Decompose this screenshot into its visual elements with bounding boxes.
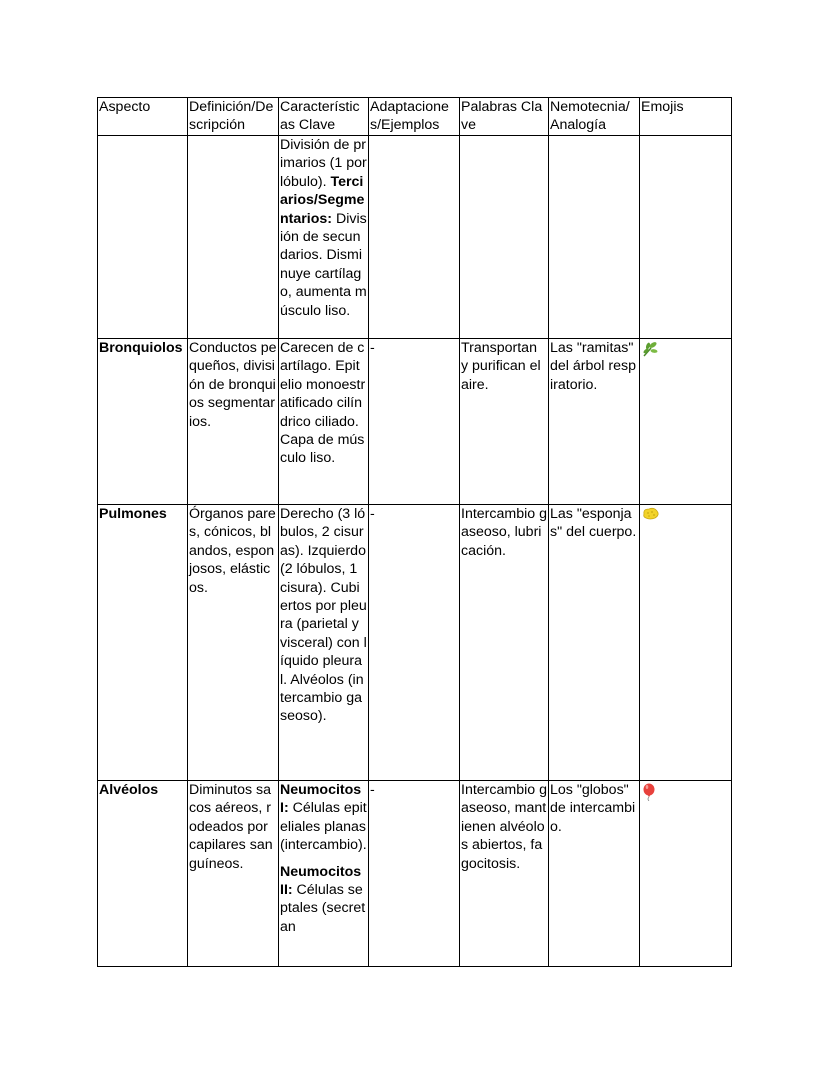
emoji-cell-alveolos xyxy=(640,781,732,967)
adaptaciones-pulmones: - xyxy=(369,505,460,781)
header-definicion: Definición/Descripción xyxy=(188,98,279,136)
cell-nemotecnia xyxy=(549,136,640,339)
terciarios-label: Terciarios/Segmentarios: xyxy=(280,173,365,227)
cell-definicion xyxy=(188,136,279,339)
cell-palabras xyxy=(460,136,549,339)
cell-aspecto xyxy=(98,136,188,339)
palabras-alveolos: Intercambio gaseoso, mantienen alvéolos abiertos, fagocitosis. xyxy=(460,781,549,967)
palabras-bronquiolos: Transportan y purifican el aire. xyxy=(460,339,549,505)
caracteristicas-pulmones: Derecho (3 lóbulos, 2 cisuras). Izquierdo (2 lóbulos, 1 cisura). Cubiertos por pleura (parietal y visceral) con líquido pleural. Alvéolos (intercambio gaseoso). xyxy=(279,505,369,781)
header-palabras: Palabras Clave xyxy=(460,98,549,136)
table-row xyxy=(98,505,732,781)
table-row xyxy=(98,136,732,339)
palabras-pulmones: Intercambio gaseoso, lubricación. xyxy=(460,505,549,781)
herb-icon xyxy=(642,341,659,357)
table-header-row xyxy=(98,98,732,136)
neumocitos-2-text: Células septales (secretan xyxy=(280,882,366,935)
cont-caracteristicas-text: División de primarios (1 por lóbulo). xyxy=(280,137,367,190)
aspecto-pulmones: Pulmones xyxy=(98,505,188,781)
terciarios-text: División de secundarios. Disminuye cartílago, aumenta músculo liso. xyxy=(280,210,367,319)
balloon-icon xyxy=(642,783,656,801)
neumocitos-2-label: Neumocitos II: xyxy=(280,863,362,899)
table-row xyxy=(98,781,732,967)
respiratory-table xyxy=(97,97,732,967)
adaptaciones-alveolos: - xyxy=(369,781,460,967)
emoji-cell-pulmones xyxy=(640,505,732,781)
header-caracteristicas: Características Clave xyxy=(279,98,369,136)
cell-emoji xyxy=(640,136,732,339)
nemotecnia-alveolos: Los "globos" de intercambio. xyxy=(549,781,640,967)
neumocitos-1-label: Neumocitos I: xyxy=(280,782,362,817)
emoji-cell-bronquiolos xyxy=(640,339,732,505)
header-emojis: Emojis xyxy=(640,98,732,136)
cell-caracteristicas xyxy=(279,136,369,339)
header-aspecto: Aspecto xyxy=(98,98,188,136)
definicion-pulmones: Órganos pares, cónicos, blandos, esponjosos, elásticos. xyxy=(188,505,279,781)
definicion-alveolos: Diminutos sacos aéreos, rodeados por capilares sanguíneos. xyxy=(188,781,279,967)
caracteristicas-alveolos xyxy=(279,781,369,967)
sponge-icon xyxy=(642,507,660,521)
header-adaptaciones: Adaptaciones/Ejemplos xyxy=(369,98,460,136)
adaptaciones-bronquiolos: - xyxy=(369,339,460,505)
cell-adaptaciones xyxy=(369,136,460,339)
aspecto-bronquiolos: Bronquiolos xyxy=(98,339,188,505)
nemotecnia-pulmones: Las "esponjas" del cuerpo. xyxy=(549,505,640,781)
nemotecnia-bronquiolos: Las "ramitas" del árbol respiratorio. xyxy=(549,339,640,505)
neumocitos-1-text: Células epiteliales planas (intercambio). xyxy=(280,800,367,854)
definicion-bronquiolos: Conductos pequeños, división de bronquios segmentarios. xyxy=(188,339,279,505)
aspecto-alveolos: Alvéolos xyxy=(98,781,188,967)
table-row xyxy=(98,339,732,505)
header-nemotecnia: Nemotecnia/Analogía xyxy=(549,98,640,136)
caracteristicas-bronquiolos: Carecen de cartílago. Epitelio monoestratificado cilíndrico ciliado. Capa de músculo liso. xyxy=(279,339,369,505)
